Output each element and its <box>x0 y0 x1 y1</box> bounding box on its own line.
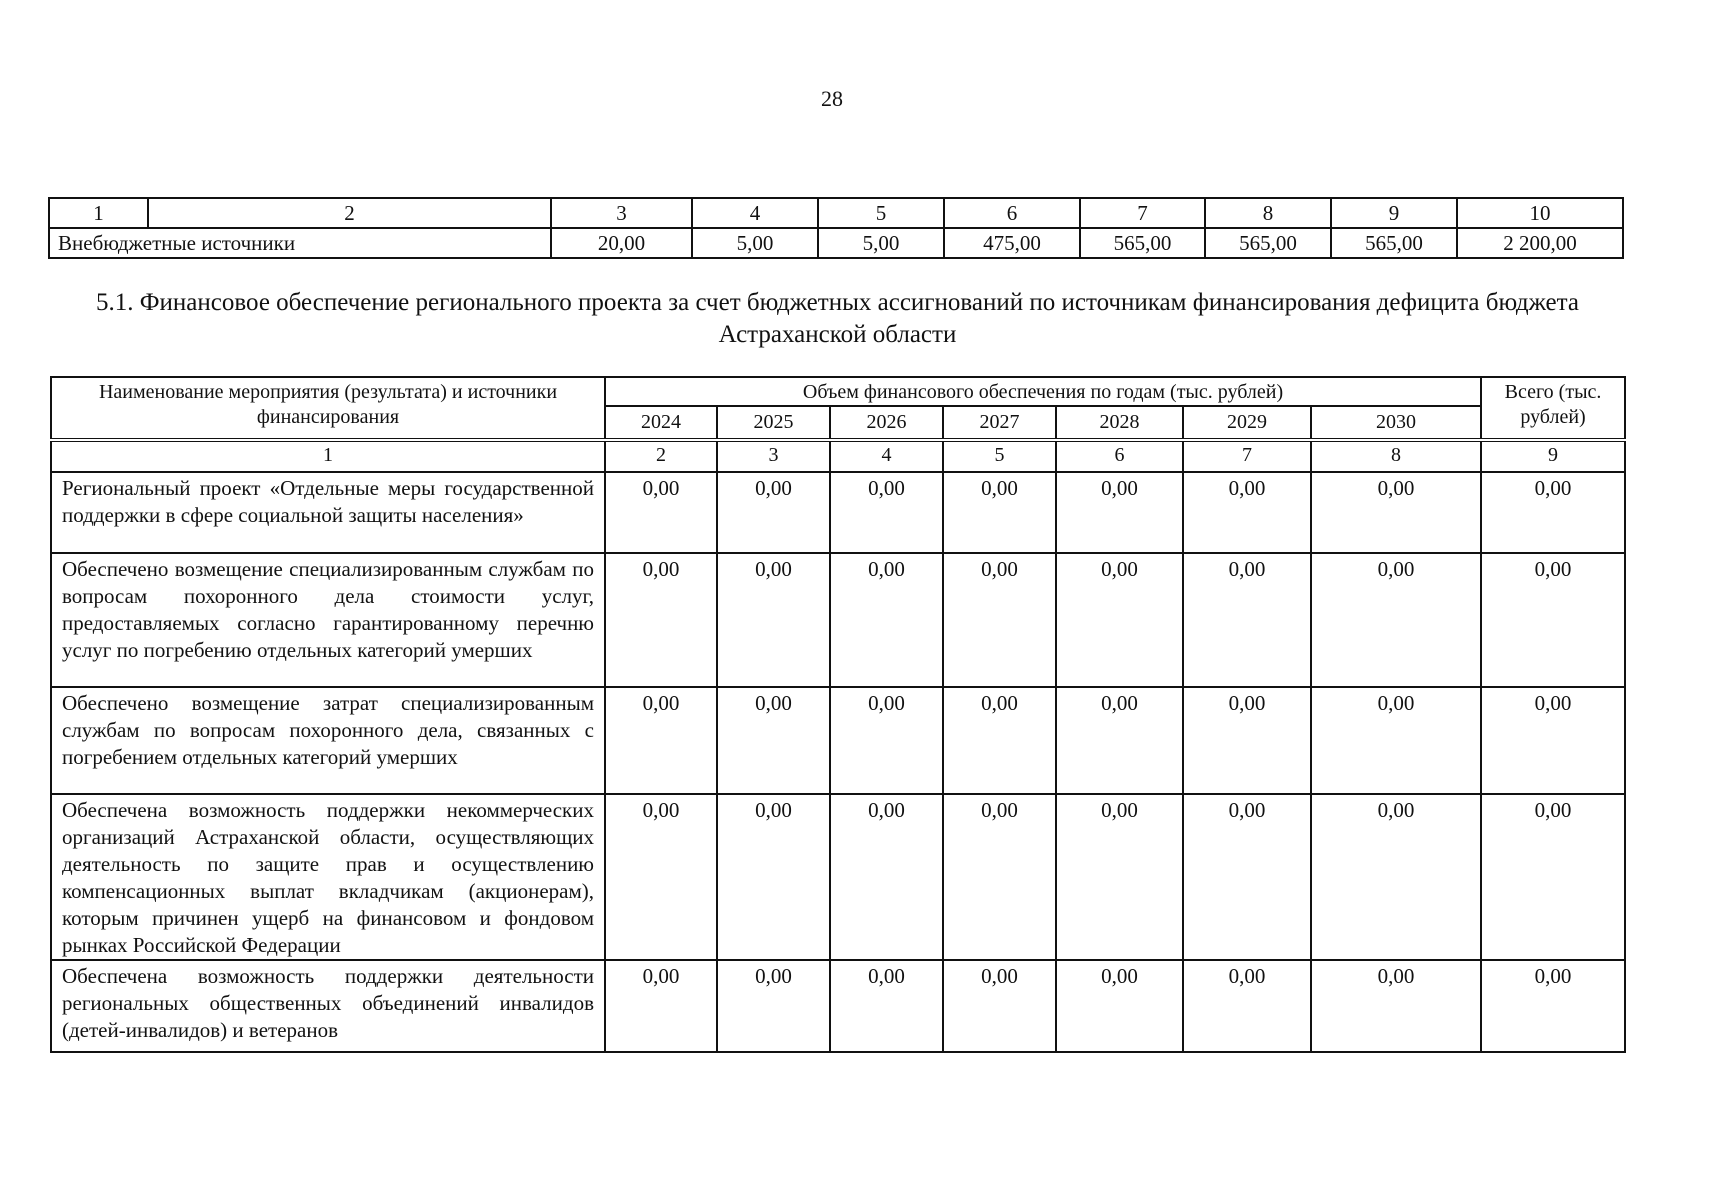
column-number: 6 <box>1056 440 1183 472</box>
row-name: Обеспечена возможность поддержки деятельности региональных общественных объединений инвалидов (детей-инвалидов) и ветеранов <box>51 960 605 1052</box>
cell-value: 0,00 <box>1056 687 1183 794</box>
cell-value: 0,00 <box>1056 960 1183 1052</box>
year-header: 2024 <box>605 406 717 440</box>
cell-value: 0,00 <box>717 960 830 1052</box>
cell-value: 0,00 <box>943 687 1056 794</box>
table-row <box>51 687 1625 794</box>
year-header: 2028 <box>1056 406 1183 440</box>
cell-value: 0,00 <box>830 687 943 794</box>
column-number-row <box>49 198 1623 228</box>
year-header: 2025 <box>717 406 830 440</box>
cell-value: 5,00 <box>818 228 944 258</box>
cell-value: 0,00 <box>605 687 717 794</box>
cell-value: 0,00 <box>1481 687 1625 794</box>
cell-value: 0,00 <box>1183 472 1311 553</box>
cell-value: 0,00 <box>1311 687 1481 794</box>
column-number: 8 <box>1311 440 1481 472</box>
cell-value: 0,00 <box>1183 687 1311 794</box>
cell-value: 0,00 <box>1056 794 1183 960</box>
row-label: Внебюджетные источники <box>49 228 551 258</box>
cell-value: 5,00 <box>692 228 818 258</box>
cell-value: 0,00 <box>1183 553 1311 687</box>
column-number: 2 <box>605 440 717 472</box>
cell-value: 0,00 <box>717 553 830 687</box>
cell-value: 565,00 <box>1205 228 1331 258</box>
cell-value: 565,00 <box>1331 228 1457 258</box>
column-number: 1 <box>49 198 148 228</box>
cell-value: 565,00 <box>1080 228 1205 258</box>
column-number: 2 <box>148 198 551 228</box>
column-number: 9 <box>1481 440 1625 472</box>
header-total: Всего (тыс. рублей) <box>1481 377 1625 440</box>
cell-value: 0,00 <box>1481 794 1625 960</box>
cell-value: 0,00 <box>1481 553 1625 687</box>
year-header: 2029 <box>1183 406 1311 440</box>
cell-value: 475,00 <box>944 228 1080 258</box>
header-row <box>51 377 1625 406</box>
table-row <box>49 228 1623 258</box>
row-name: Обеспечено возмещение затрат специализированным службам по вопросам похоронного дела, связанных с погребением отдельных категорий умерших <box>51 687 605 794</box>
column-number: 7 <box>1080 198 1205 228</box>
cell-value: 0,00 <box>1311 794 1481 960</box>
table-row <box>51 794 1625 960</box>
year-header: 2026 <box>830 406 943 440</box>
cell-value: 0,00 <box>1183 794 1311 960</box>
cell-value: 0,00 <box>943 472 1056 553</box>
year-header: 2030 <box>1311 406 1481 440</box>
cell-value: 2 200,00 <box>1457 228 1623 258</box>
cell-value: 0,00 <box>943 553 1056 687</box>
cell-value: 0,00 <box>1311 960 1481 1052</box>
column-number: 6 <box>944 198 1080 228</box>
column-number: 4 <box>830 440 943 472</box>
table-row <box>51 472 1625 553</box>
financing-table <box>50 376 1626 1053</box>
row-name: Обеспечена возможность поддержки некоммерческих организаций Астраханской области, осуществляющих деятельность по защите прав и осуществлению компенсационных выплат вкладчикам (акционерам), которым причинен ущерб на финансовом и фондовом рынках Российской Федерации <box>51 794 605 960</box>
column-number: 4 <box>692 198 818 228</box>
row-name: Региональный проект «Отдельные меры государственной поддержки в сфере социальной защиты населения» <box>51 472 605 553</box>
column-number: 5 <box>818 198 944 228</box>
cell-value: 0,00 <box>1056 472 1183 553</box>
section-title: 5.1. Финансовое обеспечение регионального проекта за счет бюджетных ассигнований по источникам финансирования дефицита бюджета Астраханской области <box>96 289 1579 348</box>
column-number: 10 <box>1457 198 1623 228</box>
cell-value: 0,00 <box>943 960 1056 1052</box>
column-number: 3 <box>717 440 830 472</box>
column-number: 1 <box>51 440 605 472</box>
cell-value: 0,00 <box>830 472 943 553</box>
cell-value: 0,00 <box>830 794 943 960</box>
cell-value: 0,00 <box>717 472 830 553</box>
table-row <box>51 553 1625 687</box>
column-number: 5 <box>943 440 1056 472</box>
page-number: 28 <box>821 86 843 111</box>
cell-value: 0,00 <box>605 960 717 1052</box>
cell-value: 0,00 <box>1311 472 1481 553</box>
cell-value: 0,00 <box>717 687 830 794</box>
column-number: 9 <box>1331 198 1457 228</box>
cell-value: 0,00 <box>1481 960 1625 1052</box>
cell-value: 0,00 <box>605 553 717 687</box>
cell-value: 0,00 <box>1183 960 1311 1052</box>
row-name: Обеспечено возмещение специализированным службам по вопросам похоронного дела стоимости услуг, предоставляемых согласно гарантированному перечню услуг по погребению отдельных категорий умерших <box>51 553 605 687</box>
column-number: 8 <box>1205 198 1331 228</box>
column-number-row <box>51 440 1625 472</box>
table-row <box>51 960 1625 1052</box>
year-header: 2027 <box>943 406 1056 440</box>
cell-value: 0,00 <box>1481 472 1625 553</box>
cell-value: 0,00 <box>830 553 943 687</box>
cell-value: 20,00 <box>551 228 692 258</box>
cell-value: 0,00 <box>1056 553 1183 687</box>
column-number: 3 <box>551 198 692 228</box>
cell-value: 0,00 <box>1311 553 1481 687</box>
cell-value: 0,00 <box>717 794 830 960</box>
cell-value: 0,00 <box>943 794 1056 960</box>
cell-value: 0,00 <box>605 794 717 960</box>
top-continuation-table <box>48 197 1624 259</box>
cell-value: 0,00 <box>605 472 717 553</box>
header-volume: Объем финансового обеспечения по годам (тыс. рублей) <box>605 377 1481 406</box>
cell-value: 0,00 <box>830 960 943 1052</box>
header-name: Наименование мероприятия (результата) и источники финансирования <box>51 377 605 440</box>
column-number: 7 <box>1183 440 1311 472</box>
